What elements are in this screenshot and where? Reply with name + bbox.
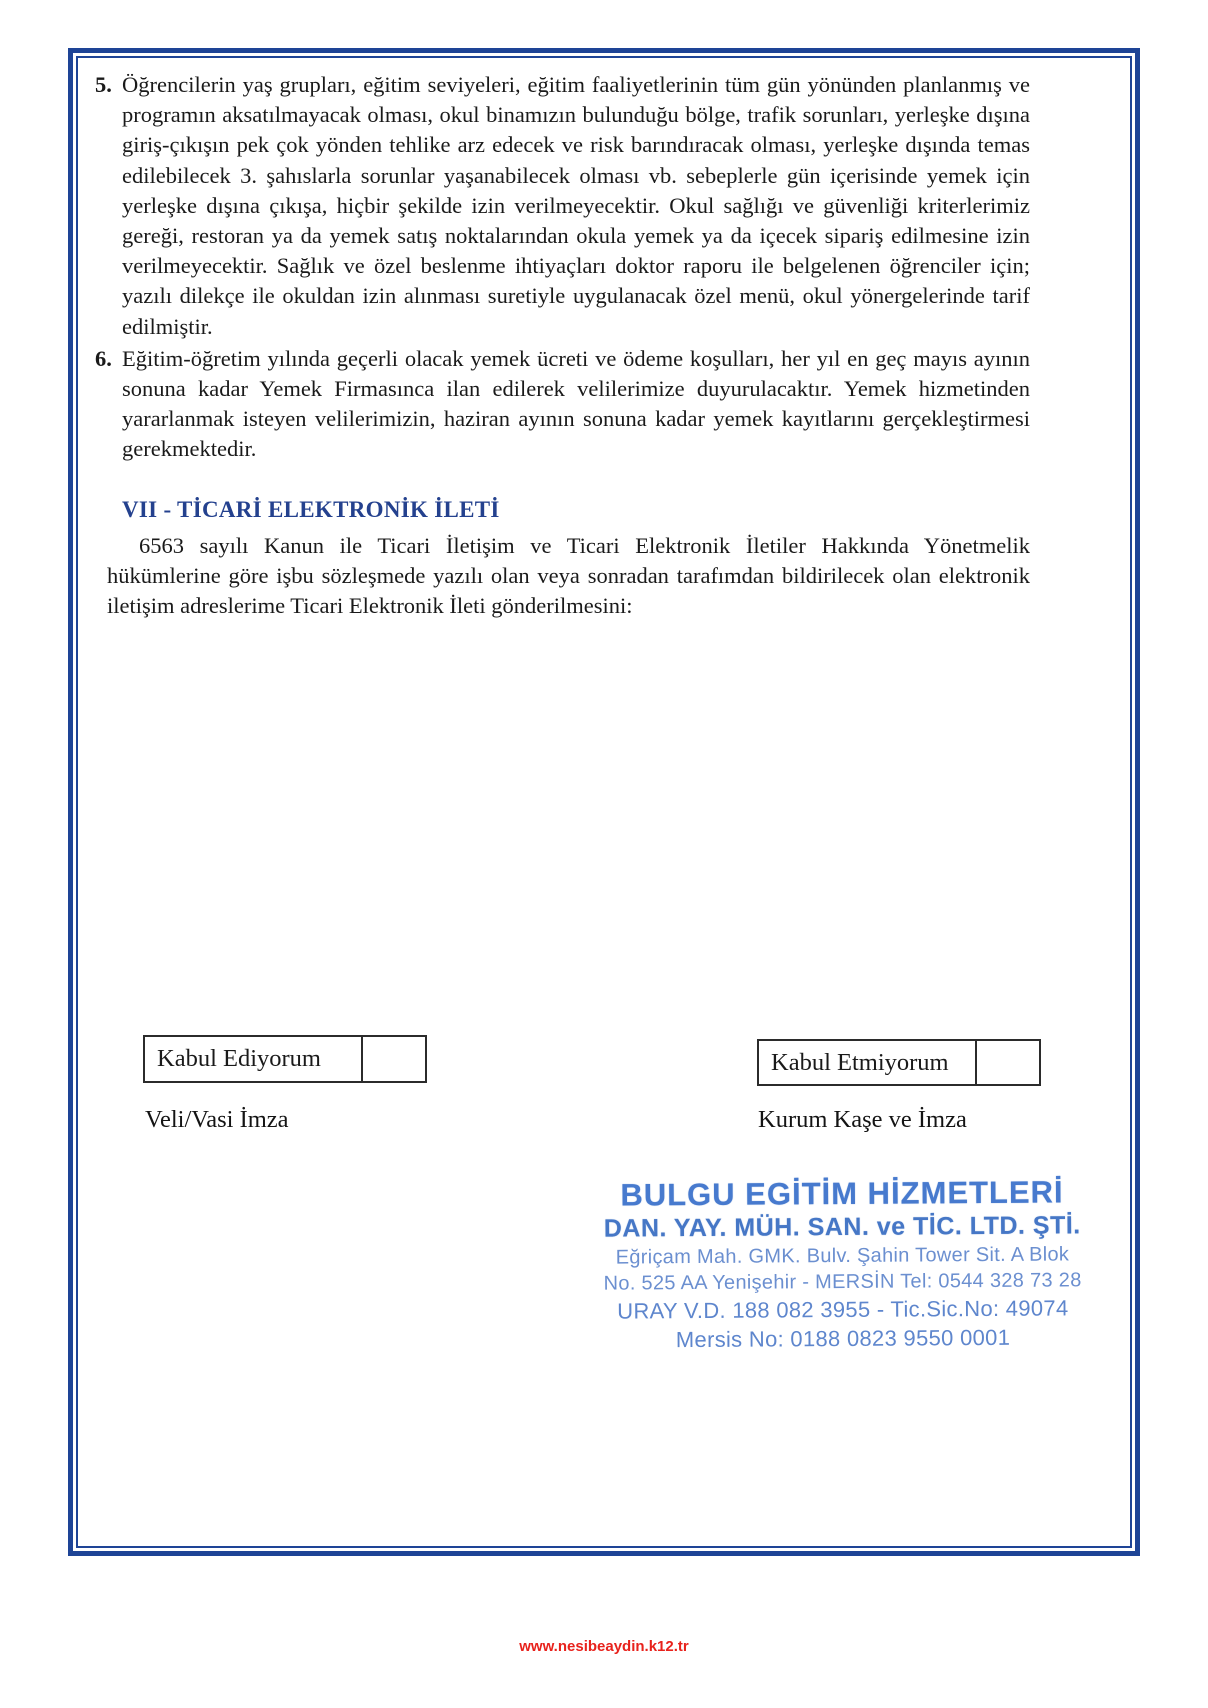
accept-checkbox[interactable] bbox=[361, 1037, 425, 1081]
contract-item-6 bbox=[95, 344, 1030, 465]
section-vii-heading: VII - TİCARİ ELEKTRONİK İLETİ bbox=[122, 496, 500, 522]
stamp-address-line1: Eğriçam Mah. GMK. Bulv. Şahin Tower Sit. A Blok bbox=[615, 1243, 1070, 1269]
company-stamp bbox=[554, 1174, 1130, 1354]
item-number: 5. bbox=[95, 72, 112, 97]
stamp-company-name: BULGU EGİTİM HİZMETLERİ bbox=[620, 1174, 1064, 1213]
guardian-signature-label: Veli/Vasi İmza bbox=[145, 1106, 289, 1133]
section-vii-paragraph: 6563 sayılı Kanun ile Ticari İletişim ve Ticari Elektronik İletiler Hakkında Yönetmelik hükümlerine göre işbu sözleşmede yazılı olan veya sonradan tarafımdan bildirilecek olan elektronik iletişim adreslerime Ticari Elektronik İleti gönderilmesini: bbox=[107, 532, 1030, 619]
accept-label: Kabul Ediyorum bbox=[157, 1045, 321, 1072]
stamp-company-type: DAN. YAY. MÜH. SAN. ve TİC. LTD. ŞTİ. bbox=[603, 1211, 1081, 1243]
accept-option-box bbox=[143, 1035, 427, 1083]
item-number: 6. bbox=[95, 345, 112, 371]
reject-checkbox[interactable] bbox=[975, 1041, 1039, 1084]
stamp-tax-registry-line: URAY V.D. 188 082 3955 - Tic.Sic.No: 49074 bbox=[617, 1295, 1069, 1324]
stamp-mersis-line: Mersis No: 0188 0823 9550 0001 bbox=[675, 1324, 1011, 1353]
reject-option-box bbox=[757, 1039, 1041, 1086]
stamp-address-line2: No. 525 AA Yenişehir - MERSİN Tel: 0544 328 73 28 bbox=[603, 1269, 1082, 1295]
item-text: Öğrencilerin yaş grupları, eğitim seviyeleri, eğitim faaliyetlerinin tüm gün yönünden planlanmış ve programın aksatılmayacak olması, okul binamızın bulunduğu bölge, trafik sorunları, yerleşke dışına giriş-çıkışın pek çok yönden tehlike arz edecek ve risk barındıracak olması, yerleşke dışında temas edilebilecek 3. şahıslarla sorunlar yaşanabilecek olması vb. sebeplerle gün içerisinde yemek için yerleşke dışına çıkışa, hiçbir şekilde izin verilmeyecektir. Okul sağlığı ve güvenliği kriterlerimiz gereği, restoran ya da yemek satış noktalarından okula yemek ya da içecek sipariş edilmesine izin verilmeyecektir. Sağlık ve özel beslenme ihtiyaçları doktor raporu ile belgelenen öğrenciler için; yazılı dilekçe ile okuldan izin alınması suretiyle uygulanacak özel menü, okul yönergelerinde tarif edilmiştir. bbox=[122, 72, 1030, 339]
footer-website-url: www.nesibeaydin.k12.tr bbox=[519, 1638, 689, 1655]
reject-label: Kabul Etmiyorum bbox=[771, 1048, 949, 1076]
contract-item-5 bbox=[95, 70, 1030, 342]
institution-stamp-signature-label: Kurum Kaşe ve İmza bbox=[758, 1106, 967, 1133]
item-text: Eğitim-öğretim yılında geçerli olacak yemek ücreti ve ödeme koşulları, her yıl en geç mayıs ayının sonuna kadar Yemek Firmasınca ilan edilerek velilerimize duyurulacaktır. Yemek hizmetinden yararlanmak isteyen velilerimizin, haziran ayının sonuna kadar yemek kayıtlarını gerçekleştirmesi gerekmektedir. bbox=[122, 345, 1030, 462]
